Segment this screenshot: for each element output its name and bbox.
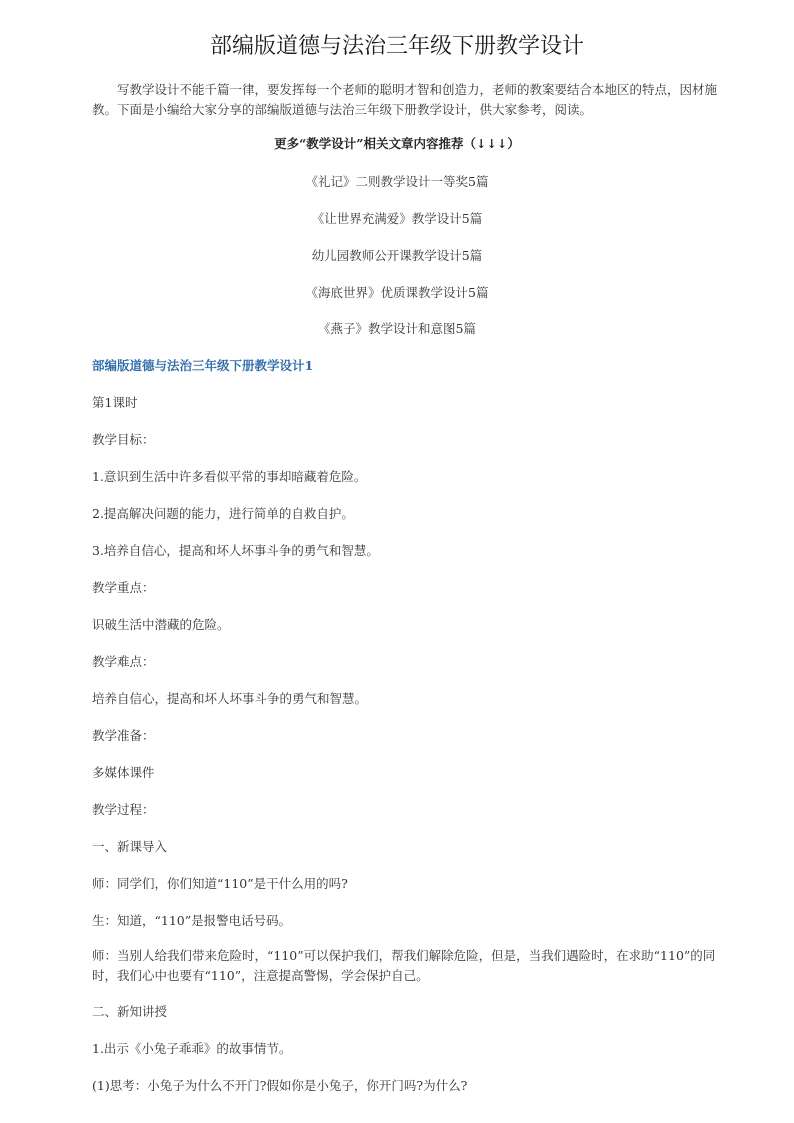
objective-item: 3.培养自信心，提高和坏人坏事斗争的勇气和智慧。 bbox=[92, 543, 379, 558]
lesson-period: 第1课时 bbox=[92, 395, 138, 410]
objective-item: 1.意识到生活中许多看似平常的事却暗藏着危险。 bbox=[92, 469, 367, 484]
activity-item: 1.出示《小兔子乖乖》的故事情节。 bbox=[92, 1041, 292, 1056]
question-item: (1)思考：小兔子为什么不开门?假如你是小兔子，你开门吗?为什么? bbox=[92, 1078, 468, 1093]
step-heading: 一、新课导入 bbox=[92, 839, 168, 854]
recommendation-link[interactable]: 《海底世界》优质课教学设计5篇 bbox=[305, 285, 489, 300]
difficulties-text: 培养自信心，提高和坏人坏事斗争的勇气和智慧。 bbox=[92, 691, 368, 706]
dialogue-line: 生：知道，“110”是报警电话号码。 bbox=[92, 913, 292, 928]
difficulties-label: 教学难点： bbox=[92, 654, 155, 669]
dialogue-paragraph: 师：当别人给我们带来危险时，“110”可以保护我们，帮我们解除危险，但是，当我们遇险时，在求助“110”的同时，我们心中也要有“110”，注意提高警惕，学会保护自己。 bbox=[92, 948, 716, 983]
preparation-text: 多媒体课件 bbox=[92, 765, 155, 780]
objectives-label: 教学目标： bbox=[92, 432, 155, 447]
recommendation-link[interactable]: 《燕子》教学设计和意图5篇 bbox=[318, 321, 476, 336]
step-heading: 二、新知讲授 bbox=[92, 1004, 168, 1019]
recommendation-link[interactable]: 《礼记》二则教学设计一等奖5篇 bbox=[305, 174, 489, 189]
intro-paragraph: 写教学设计不能千篇一律，要发挥每一个老师的聪明才智和创造力，老师的教案要结合本地区的特点，因材施教。下面是小编给大家分享的部编版道德与法治三年级下册教学设计，供大家参考，阅读。 bbox=[92, 82, 718, 117]
key-points-text: 识破生活中潜藏的危险。 bbox=[92, 617, 230, 632]
preparation-label: 教学准备： bbox=[92, 728, 155, 743]
recommendation-link[interactable]: 《让世界充满爱》教学设计5篇 bbox=[311, 211, 483, 226]
page-title: 部编版道德与法治三年级下册教学设计 bbox=[209, 34, 584, 59]
recommendation-link[interactable]: 幼儿园教师公开课教学设计5篇 bbox=[311, 248, 483, 263]
objective-item: 2.提高解决问题的能力，进行简单的自救自护。 bbox=[92, 506, 354, 521]
dialogue-line: 师：同学们，你们知道“110”是干什么用的吗? bbox=[92, 876, 348, 891]
key-points-label: 教学重点： bbox=[92, 580, 155, 595]
section-heading: 部编版道德与法治三年级下册教学设计1 bbox=[92, 358, 314, 373]
process-label: 教学过程： bbox=[92, 802, 155, 817]
more-recommendations-heading: 更多“教学设计”相关文章内容推荐（↓↓↓） bbox=[274, 136, 520, 151]
